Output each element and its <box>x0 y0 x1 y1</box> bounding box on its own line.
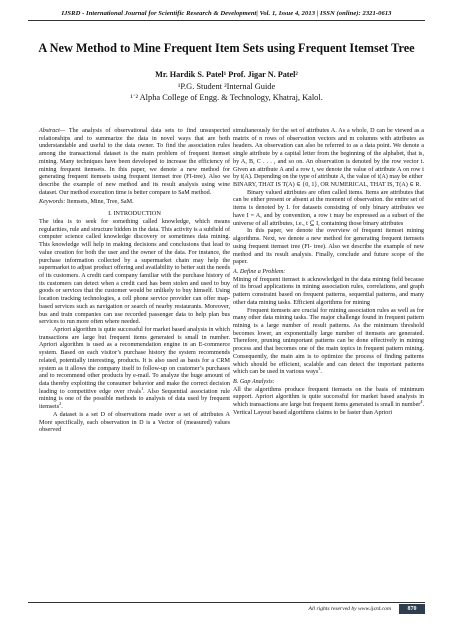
subsection-heading-define-problem: A. Define a Problem: <box>233 268 286 275</box>
section-heading-introduction: I. INTRODUCTION <box>108 210 161 218</box>
affiliation-college: ¹˙² Alpha College of Engg. & Technology, Khatraj, Kalol. <box>130 93 323 102</box>
header-rule <box>28 20 425 21</box>
intro-paragraph-1: The idea is to seek for something called knowledge, which means regularities, rule and structure hidden in the data. This activity is a subfield of computer science called knowledge discovery or sometimes data mining. This knowledge will help in making decisions and conclusions that lead to value creation for both the user and the owner of the data. For instance, the purchase information collected by a supermarket chain may help the supermarket to adjust product offering and availability to better suit the needs of its customers. A credit card company familiar with the purchase history of its customers can detect when a credit card has been stolen and used to buy goods or services that the customer would be unlikely to buy himself. Using location tracking technologies, a cell phone service provider can offer map-based services such as navigation or search of nearby restaurants. Moreover, bus and train companies can use recorded passenger data to help plan bus services to run more often where needed. <box>39 218 230 326</box>
left-column <box>39 128 230 435</box>
page-number: 870 <box>399 604 425 614</box>
keywords-text: Itemsets, Mine, Tree, SaM. <box>65 199 134 206</box>
citation-ref: 4 <box>420 399 423 405</box>
affiliation-role: ¹P.G. Student ²Internal Guide <box>177 82 276 91</box>
citation-ref: 3 <box>318 366 321 372</box>
intro-paragraph-2 <box>39 327 230 412</box>
intro-p2-text: Apriori algorithm is quite successful for market based analysis in which transactions are large but frequent items generated is small in number. Apriori algorithm is used as a recommendation engine in an E-commerce system. Based on each visitor’s purchase history the system recommends related, potentially interesting, products. It is also used as basis for a CRM system as it allows the company itself to follow-up on customer’s purchases and to recommend other products by e-mail. To analyze the huge amount of data thereby exploiting the consumer behavior and make the correct decision leading to competitive edge over rivals <box>39 326 230 395</box>
keywords-label: Keywords: <box>39 199 66 206</box>
right-p6-tail: . Vertical Layout based algorithms claims to be faster than Apriori <box>233 402 424 416</box>
citation-ref: 1 <box>141 385 144 391</box>
running-head: IJSRD - International Journal for Scientific Research & Development| Vol. 1, Issue 4, 2013 | ISSN (online): 2321-0613 <box>61 10 392 17</box>
citation-ref: 2 <box>59 401 62 407</box>
right-paragraph-1: simultaneously for the set of attributes A. As a whole, D can be viewed as a matrix of n rows of observation vectors and m columns with attributes as headers. An observation can also be referred to as a data point. We denote a single attribute by a capital letter from the beginning of the alphabet, that is, by A, B, C . . . , and so on. An observation is denoted by the row vector t. Given an attribute A and a row t, we denote the value of attribute A on row t by t(A). Depending on the type of attribute A, the value of t(A) may be either <box>233 128 424 181</box>
right-p6-text: All the algorithms produce frequent itemsets on the basis of minimum support. Apriori algorithm is quite successful for market based analysis in which transactions are large but frequent items generated is small in number <box>233 386 424 409</box>
right-p5-end: . <box>320 369 322 376</box>
intro-paragraph-3: A dataset is a set D of observations made over a set of attributes A More specifically, each observation in D is a Vector of (measured) values observed <box>39 411 230 434</box>
intro-p2-tail: . Also Sequential association rule mining is one of the possible methods to analysis of data used by frequent itemsets <box>39 388 230 411</box>
right-p5-text: Frequent itemsets are crucial for mining association rules as well as for many other data mining tasks. The major challenge found in frequent pattern mining is a large number of result patterns. As the minimum threshold becomes lower, an exponentially large number of itemsets are generated. Therefore, pruning unimportant patterns can be done effectively in mining process and that becomes one of the main topics in frequent pattern mining. Consequently, the main aim is to optimize the process of finding patterns which should be efficient, scalable and can detect the important patterns which can be used in various ways <box>233 307 424 376</box>
keywords <box>39 199 230 207</box>
right-paragraph-4: Mining of frequent itemset is acknowledged in the data mining field because of its broad applications in mining association rules, correlations, and graph pattern constraint based on frequent patterns, sequential patterns, and many other data mining tasks. Efficient algorithms for mining <box>233 276 424 306</box>
page-footer <box>28 602 425 617</box>
abstract-text: The analysis of observational data sets to find unsuspected relationships and to summarize the data in novel ways that are both understandable and useful to the data owner. To find the association rules among the transactional dataset is the main problem of frequent itemset mining. Many techniques have been developed to increase the efficiency of mining frequent itemsets. In this paper, we denote a new method for generating frequent itemsets using frequent itemset tree (FI-tree). Also we describe the example of new method and its result analysis using wine dataset. Our method execution time is better compare to SaM method. <box>39 128 230 196</box>
paper-title: A New Method to Mine Frequent Item Sets using Frequent Itemset Tree <box>38 41 415 55</box>
abstract <box>39 128 230 197</box>
intro-p2-end: . <box>61 404 63 411</box>
subsection-heading-gap-analysis: B. Gap Analysis: <box>233 379 275 386</box>
author-line: Mr. Hardik S. Patel¹ Prof. Jigar N. Patel² <box>155 70 298 79</box>
footer-rights-text: All rights reserved by www.ijsrd.com <box>308 606 391 612</box>
right-paragraph-1b: BINARY, THAT IS T(A) ∈ {0, 1}, OR NUMERICAL, THAT IS, T(A) ∈ R. <box>233 182 422 189</box>
right-paragraph-2: Binary valued attributes are often called items. Items are attributes that can be either present or absent at the moment of observation. the entire set of items is denoted by I. for datasets consisting of only binary attributes we have I = A, and by convention, a row t may be expressed as a subset of the universe of all attributes, i.e., t ⊆ I, containing those binary attributes <box>233 189 424 227</box>
right-paragraph-5 <box>233 308 424 378</box>
right-paragraph-3: In this paper, we denote the overview of frequent itemset mining algorithms. Next, we denote a new method for generating frequent itemsets using frequent itemset tree (FI- tree). Also we describe the example of new method and its result analysis. Finally, conclude and future scope of the paper. <box>233 228 424 266</box>
right-column <box>233 128 424 418</box>
right-paragraph-6 <box>233 387 424 418</box>
abstract-label: Abstract— <box>39 128 66 134</box>
